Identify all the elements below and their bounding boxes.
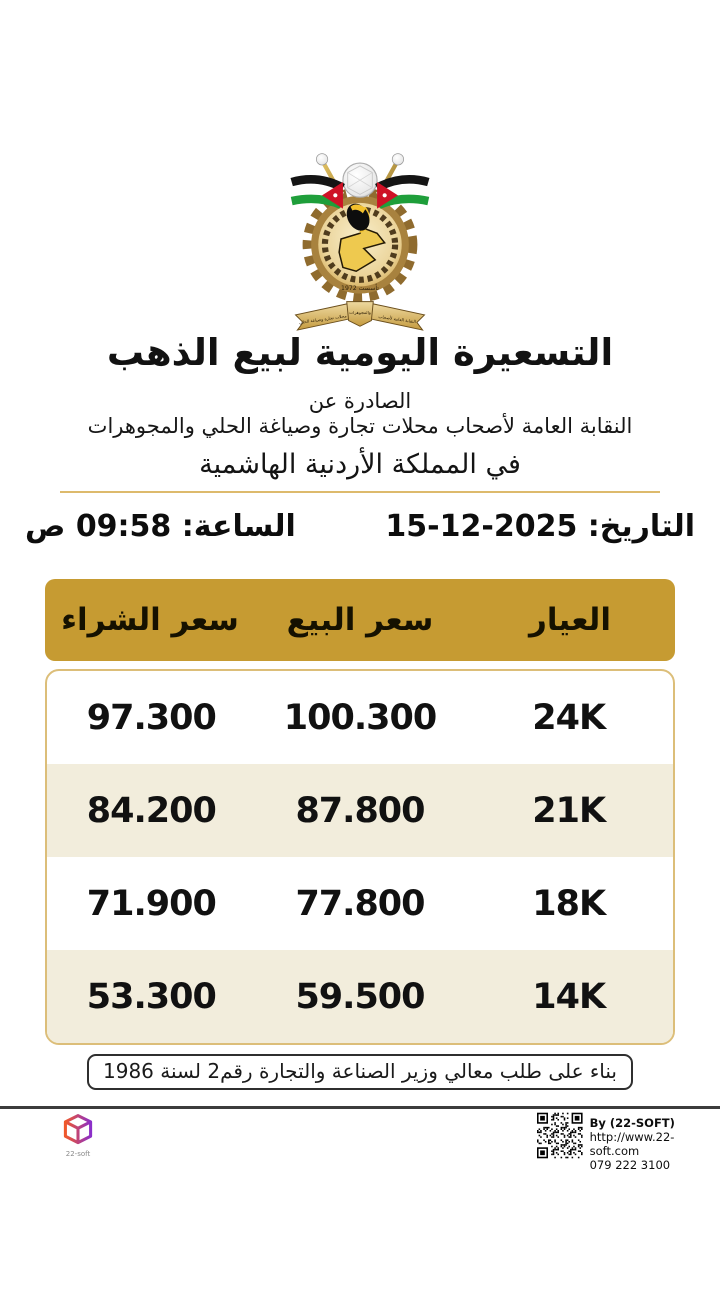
ribbon-text-right: النقابة العامة لأصحاب [377,314,417,326]
table-row-14k [47,950,673,1043]
credit-phone: 079 222 3100 [589,1158,671,1172]
cube-logo-icon [60,1112,96,1148]
karat-cell: 18K [532,883,606,924]
brand-label: 22-soft [65,1150,91,1158]
price-table-body [45,669,675,1045]
sell-cell: 100.300 [283,697,437,738]
bottom-divider [0,1106,720,1109]
syndicate-logo [0,146,720,331]
ribbon-text-center: والمجوهرات [349,310,371,316]
buy-cell: 84.200 [86,790,216,831]
column-header-karat: العيار [529,602,611,638]
time-label: الساعة: [181,509,296,544]
date-label: التاريخ: [587,509,695,544]
column-header-buy: سعر الشراء [61,602,239,638]
jordan-flag-left-icon [291,179,343,208]
credit-block [537,1112,720,1172]
karat-cell: 21K [532,790,606,831]
date-field [385,509,695,544]
credit-url: http://www.22-soft.com [589,1130,675,1158]
syndicate-logo-svg [284,146,436,331]
price-table [45,579,675,1045]
buy-cell: 97.300 [86,697,216,738]
issued-by-line: الصادرة عن [308,389,412,413]
gold-divider [60,491,660,493]
table-row-18k [47,857,673,950]
datetime-row [25,509,695,544]
buy-cell: 53.300 [86,976,216,1017]
ribbon-text-left: محلات تجارة وصياغة الحلي [298,314,348,326]
jordan-flag-right-icon [377,179,429,208]
date-value: 15-12-2025 [385,509,578,544]
credit-text [590,1112,720,1172]
buy-cell: 71.900 [86,883,216,924]
diamond-icon [343,163,377,197]
karat-cell: 24K [532,697,606,738]
sell-cell: 77.800 [295,883,425,924]
sell-cell: 59.500 [295,976,425,1017]
software-brand [56,1112,100,1158]
credit-by: By (22-SOFT) [589,1116,675,1130]
price-table-header [45,579,675,661]
logo-established: تأسست 1972 [341,285,379,293]
karat-cell: 14K [532,976,606,1017]
kingdom-line: في المملكة الأردنية الهاشمية [199,449,521,480]
syndicate-line: النقابة العامة لأصحاب محلات تجارة وصياغة الحلي والمجوهرات [87,414,633,438]
table-row-24k [47,671,673,764]
time-value: 09:58 ص [25,509,172,544]
page-title: التسعيرة اليومية لبيع الذهب [106,331,614,374]
sell-cell: 87.800 [295,790,425,831]
ministry-note: بناء على طلب معالي وزير الصناعة والتجارة رقم2 لسنة 1986 [87,1054,633,1090]
time-field [25,509,296,544]
column-header-sell: سعر البيع [286,602,434,638]
qr-code-icon [537,1112,583,1159]
table-row-21k [47,764,673,857]
